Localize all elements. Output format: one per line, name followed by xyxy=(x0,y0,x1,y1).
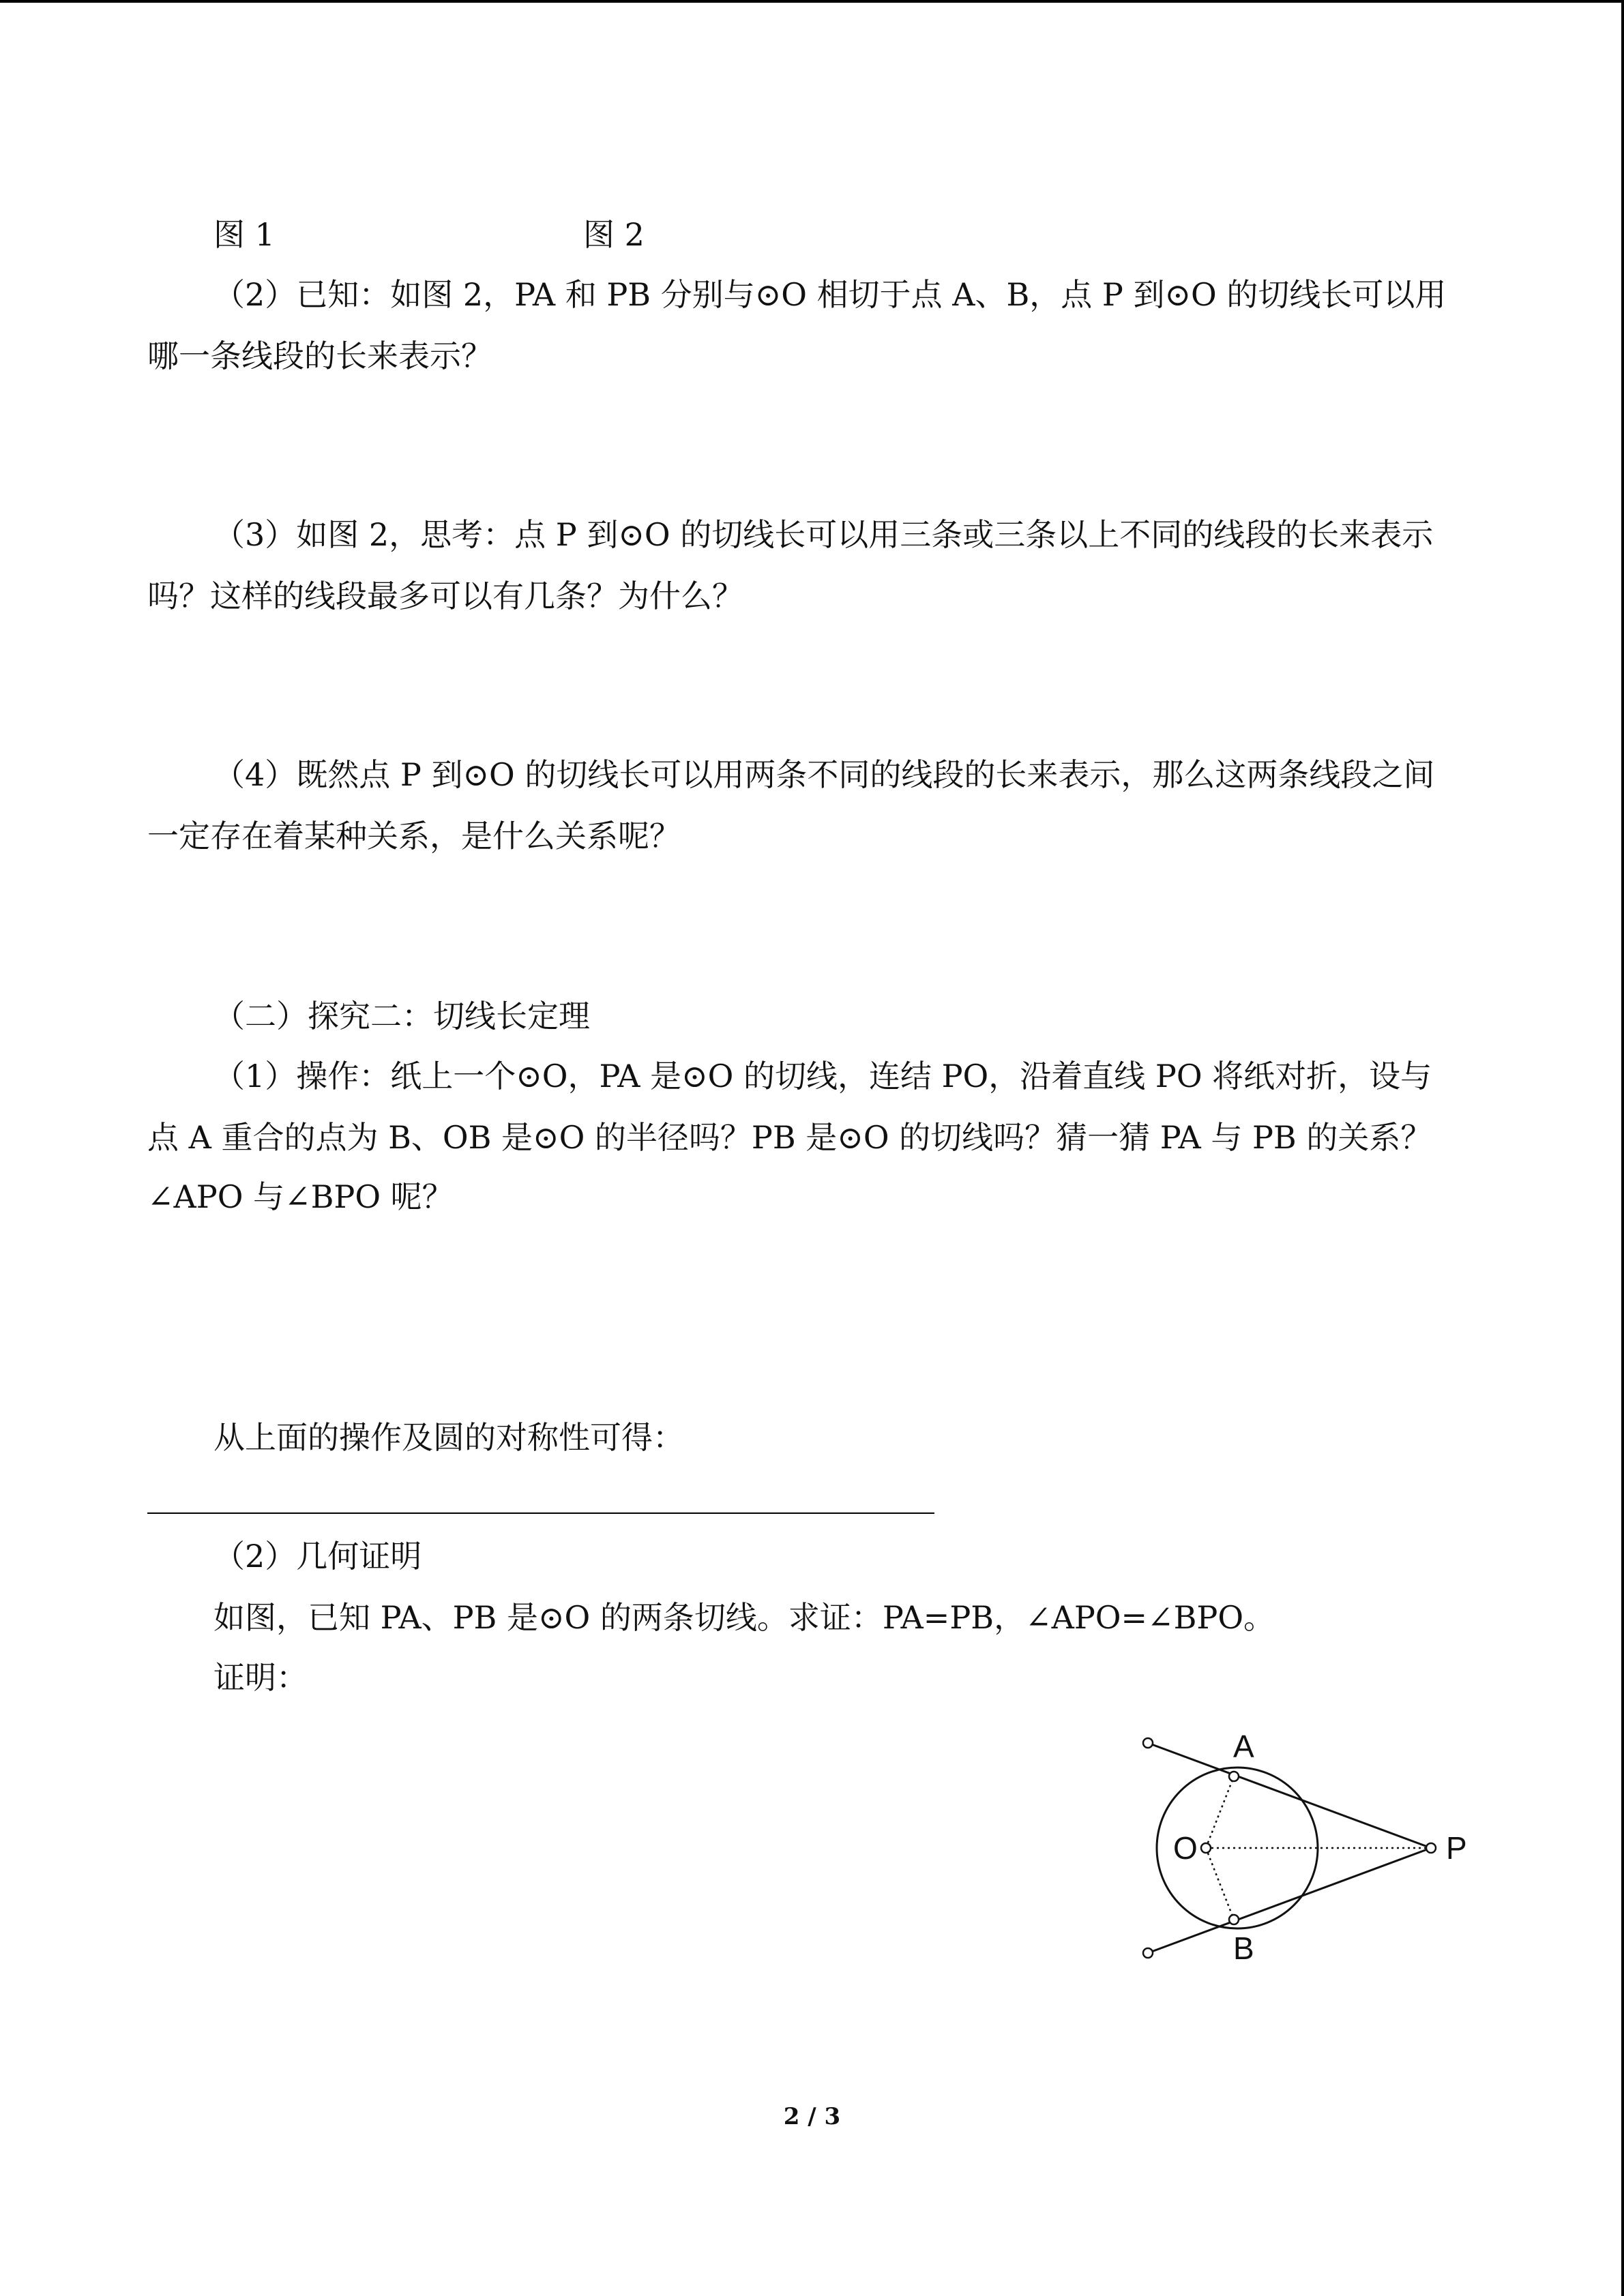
answer-blank-line[interactable] xyxy=(147,1512,934,1514)
question-4-line-2: 一定存在着某种关系，是什么关系呢？ xyxy=(147,818,681,854)
page-border-top xyxy=(0,0,1624,3)
point-o xyxy=(1201,1843,1211,1853)
point-a xyxy=(1229,1772,1239,1781)
figure-caption-1: 图 1 xyxy=(213,216,275,253)
question-3-line-2: 吗？这样的线段最多可以有几条？为什么？ xyxy=(147,578,743,614)
point-b xyxy=(1229,1915,1239,1924)
question-3-line-1: （3）如图 2，思考：点 P 到⊙O 的切线长可以用三条或三条以上不同的线段的长来表示 xyxy=(213,516,1434,553)
radius-oa xyxy=(1206,1776,1234,1848)
label-p: P xyxy=(1446,1830,1467,1866)
operation-line-3: ∠APO 与∠BPO 呢？ xyxy=(147,1178,454,1215)
label-o: O xyxy=(1173,1830,1198,1866)
radius-ob xyxy=(1206,1848,1234,1920)
label-a: A xyxy=(1233,1729,1254,1764)
proof-label: 证明： xyxy=(213,1659,308,1696)
label-b: B xyxy=(1233,1930,1254,1966)
conclusion-prompt: 从上面的操作及圆的对称性可得： xyxy=(213,1419,684,1456)
proof-heading: （2）几何证明 xyxy=(213,1538,422,1575)
explore-2-heading: （二）探究二：切线长定理 xyxy=(213,998,590,1034)
tangent-lines-figure xyxy=(1119,1718,1501,1978)
question-2-line-1: （2）已知：如图 2，PA 和 PB 分别与⊙O 相切于点 A、B，点 P 到⊙O 的切线长可以用 xyxy=(213,276,1447,313)
point-p xyxy=(1426,1843,1436,1853)
question-2-line-2: 哪一条线段的长来表示？ xyxy=(147,338,492,374)
endpoint-upper xyxy=(1143,1738,1153,1748)
endpoint-lower xyxy=(1143,1948,1153,1958)
page-border-right xyxy=(1621,0,1624,2296)
proof-statement: 如图，已知 PA、PB 是⊙O 的两条切线。求证：PA=PB，∠APO=∠BPO。 xyxy=(213,1599,1275,1636)
operation-line-2: 点 A 重合的点为 B、OB 是⊙O 的半径吗？PB 是⊙O 的切线吗？猜一猜 PA 与 PB 的关系？ xyxy=(147,1119,1432,1156)
operation-line-1: （1）操作：纸上一个⊙O，PA 是⊙O 的切线，连结 PO，沿着直线 PO 将纸对折，设与 xyxy=(213,1058,1432,1094)
figure-caption-2: 图 2 xyxy=(583,216,645,253)
page-number: 2 / 3 xyxy=(783,2103,841,2130)
question-4-line-1: （4）既然点 P 到⊙O 的切线长可以用两条不同的线段的长来表示，那么这两条线段之间 xyxy=(213,756,1435,793)
